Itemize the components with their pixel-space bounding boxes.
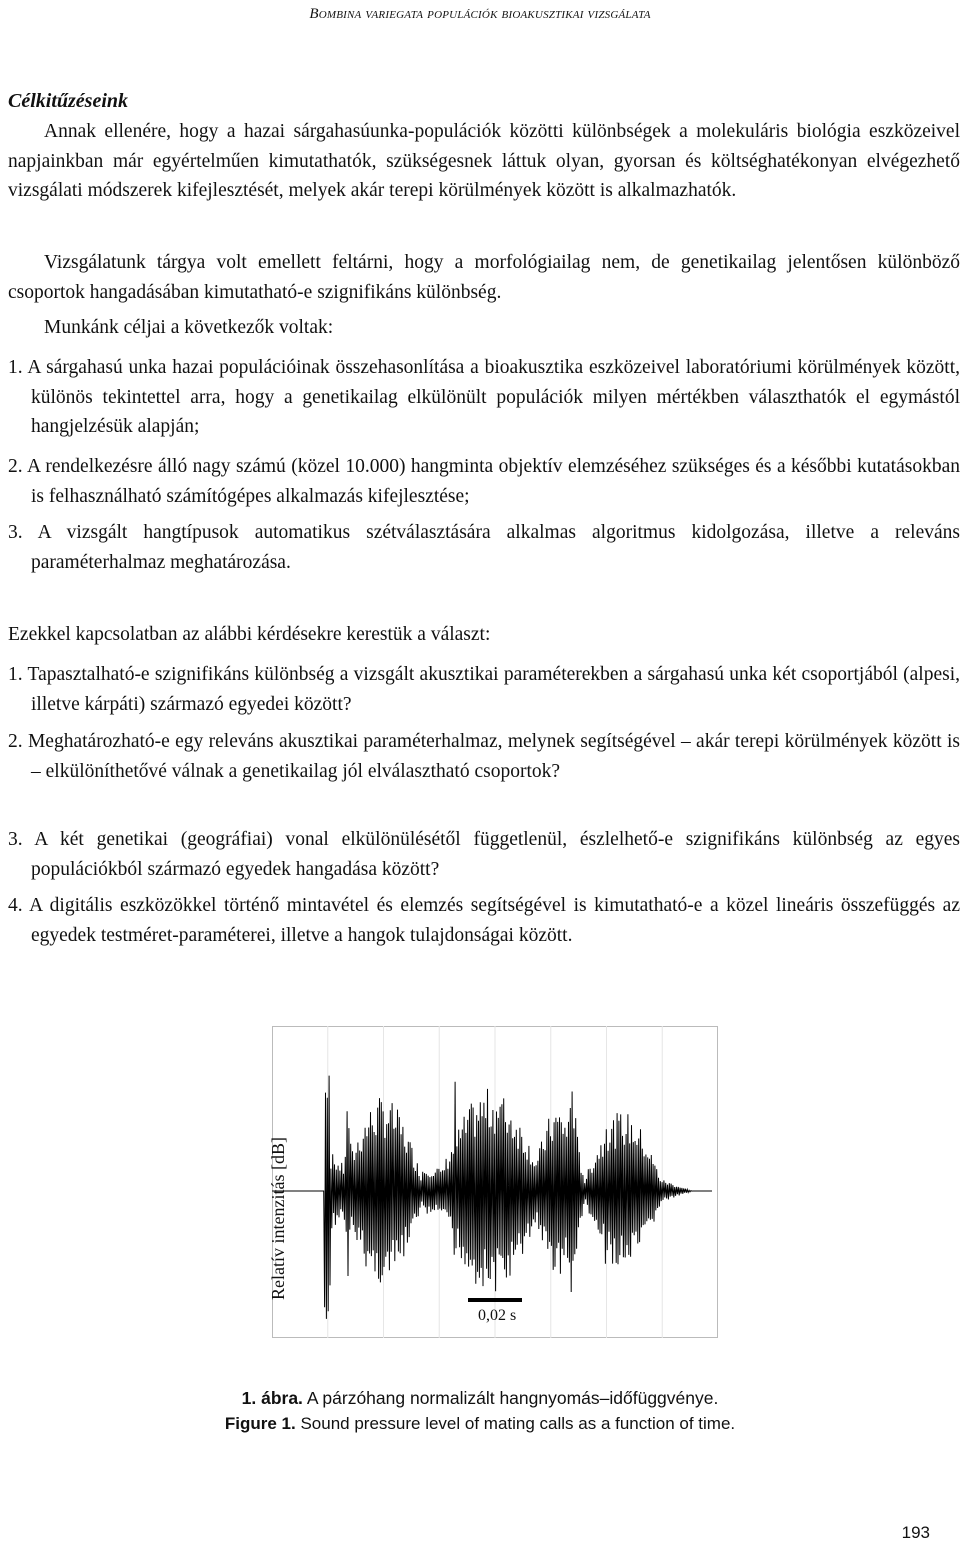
question-block-1 xyxy=(8,660,960,719)
caption-hu-text: A párzóhang normalizált hangnyomás–időfüggvénye. xyxy=(306,1388,719,1408)
intro-block xyxy=(8,117,960,206)
intro-block-2 xyxy=(8,248,960,307)
goal-item-1: 1. A sárgahasú unka hazai populációinak összehasonlítása a bioakusztika eszközeivel laboratóriumi körülmények között, különös tekintettel arra, hogy a genetikailag elkülönült populációk milyen mértékben választhatók el egymástól hangjelzésük alapján; xyxy=(8,357,960,437)
caption-en-label: Figure 1. xyxy=(224,1414,296,1433)
waveform-plot xyxy=(272,1026,718,1338)
goals-list-3 xyxy=(8,518,960,577)
goal-item-3: 3. A vizsgált hangtípusok automatikus szétválasztására alkalmas algoritmus kidolgozása, illetve a releváns paraméterhalmaz meghatározása. xyxy=(8,522,960,573)
caption-hu xyxy=(0,1388,960,1409)
section-title: Célkitűzéseink xyxy=(8,90,129,112)
goals-list xyxy=(8,353,960,442)
question-block-2 xyxy=(8,727,960,786)
questions-intro: Ezekkel kapcsolatban az alábbi kérdésekre kerestük a választ: xyxy=(8,624,491,645)
question-item-1: 1. Tapasztalható-e szignifikáns különbség a vizsgált akusztikai paraméterekben a sárgahasú unka két csoportjából (alpesi, illetve kárpáti) származó egyedei között? xyxy=(8,664,960,715)
intro-paragraph-3: Munkánk céljai a következők voltak: xyxy=(44,317,334,338)
caption-en-text: Sound pressure level of mating calls as a function of time. xyxy=(300,1414,736,1433)
running-head xyxy=(0,6,960,23)
question-block-4 xyxy=(8,891,960,950)
running-head-title: populációk bioakusztikai vizsgálata xyxy=(427,6,651,22)
caption-hu-label: 1. ábra. xyxy=(241,1388,303,1408)
intro-paragraph-2: Vizsgálatunk tárgya volt emellett feltárni, hogy a morfológiailag nem, de genetikailag jelentősen különböző csoportok hangadásában kimutatható-e szignifikáns különbség. xyxy=(8,252,960,303)
question-item-2: 2. Meghatározható-e egy releváns akusztikai paraméterhalmaz, melynek segítségével – akár terepi körülmények között is – elkülöníthetővé válnak a genetikailag jól elválasztható csoportok? xyxy=(8,731,960,782)
time-scale-label: 0,02 s xyxy=(478,1307,517,1324)
question-item-3: 3. A két genetikai (geográfiai) vonal elkülönülésétől függetlenül, észlelhető-e szignifikáns különbség az egyes populációkból származó egyedek hangadása között? xyxy=(8,829,960,880)
questions-intro-block xyxy=(8,620,960,650)
figure-ylabel: Relatív intenzitás [dB] xyxy=(268,1137,288,1300)
goals-list-2 xyxy=(8,452,960,511)
intro-block-3 xyxy=(8,313,960,343)
question-item-4: 4. A digitális eszközökkel történő mintavétel és elemzés segítségével is kimutatható-e a közel lineáris összefüggés az egyedek testméret-paraméterei, illetve a hangok tulajdonságai között. xyxy=(8,895,960,946)
running-head-species: Bombina variegata xyxy=(309,6,424,22)
intro-paragraph-1: Annak ellenére, hogy a hazai sárgahasúunka-populációk közötti különbségek a molekuláris biológia eszközeivel napjainkban már egyértelműen kimutathatók, szükségesnek láttuk olyan, gyorsan és költséghatékonyan elvégezhető vizsgálati módszerek kifejlesztését, melyek akár terepi körülmények között is alkalmazhatók. xyxy=(8,121,960,201)
caption-en xyxy=(0,1414,960,1434)
goal-item-2: 2. A rendelkezésre álló nagy számú (közel 10.000) hangminta objektív elemzéséhez szükséges és a későbbi kutatásokban is felhasználható számítógépes alkalmazás kifejlesztése; xyxy=(8,456,960,507)
waveform-figure xyxy=(272,1026,718,1338)
page-number: 193 xyxy=(901,1523,930,1542)
question-block-3 xyxy=(8,825,960,884)
